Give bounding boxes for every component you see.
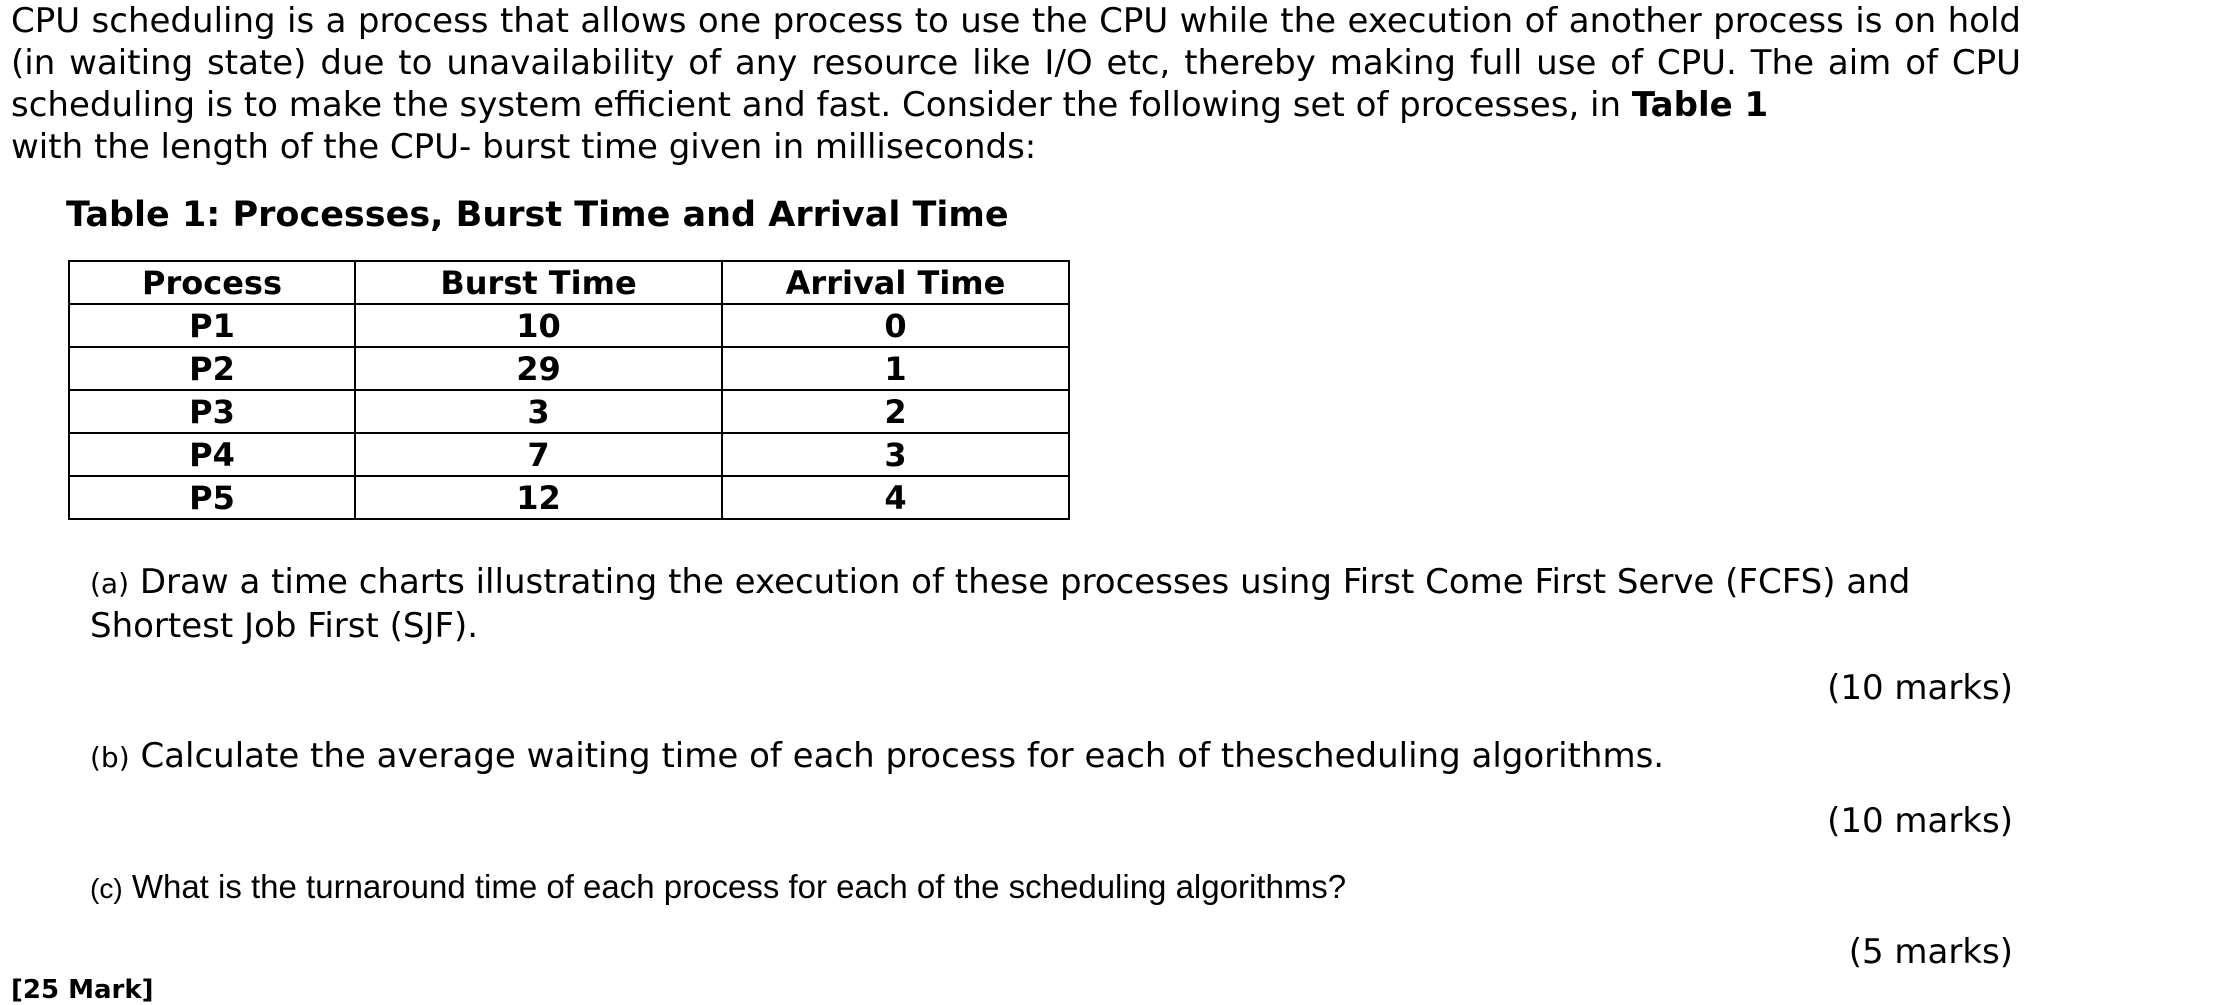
question-label: (a) [90,567,130,600]
question-label: (b) [90,741,130,774]
question-c [90,866,1346,910]
cell-process: P4 [69,433,355,476]
cell-process: P5 [69,476,355,519]
cell-burst-time: 7 [355,433,722,476]
table-caption: Table 1: Processes, Burst Time and Arrival Time [66,195,1009,235]
intro-paragraph [11,0,2021,168]
cell-arrival-time: 3 [722,433,1069,476]
header-burst-time: Burst Time [355,261,722,304]
table-row [69,347,1069,390]
table-reference: Table 1 [1631,85,1769,125]
question-text: Draw a time charts illustrating the execution of these processes using First Come First Serve (FCFS) and Shortest Job First (SJF). [90,562,1911,646]
cell-burst-time: 3 [355,390,722,433]
question-b [90,735,1664,779]
question-text: Calculate the average waiting time of each process for each of thescheduling algorithms. [140,736,1665,776]
cell-arrival-time: 4 [722,476,1069,519]
cell-burst-time: 29 [355,347,722,390]
intro-text: CPU scheduling is a process that allows one process to use the CPU while the execution of another process is on hold (in waiting state) due to unavailability of any resource like I/O etc, thereby making full use of CPU. The aim of CPU scheduling is to make the system efficient and fast. Consider the following set of processes, in [11,1,2021,125]
header-process: Process [69,261,355,304]
table-row [69,433,1069,476]
total-marks: [25 Mark] [11,975,154,1005]
marks-a: (10 marks) [1827,668,2013,708]
cell-arrival-time: 0 [722,304,1069,347]
cell-burst-time: 12 [355,476,722,519]
marks-b: (10 marks) [1827,801,2013,841]
cell-process: P2 [69,347,355,390]
cell-arrival-time: 1 [722,347,1069,390]
cell-process: P3 [69,390,355,433]
header-arrival-time: Arrival Time [722,261,1069,304]
cell-arrival-time: 2 [722,390,1069,433]
question-text: What is the turnaround time of each process for each of the scheduling algorithms? [131,868,1347,905]
table-row [69,390,1069,433]
cell-process: P1 [69,304,355,347]
table-header-row [69,261,1069,304]
question-a [90,561,2030,647]
intro-text-end: with the length of the CPU- burst time given in milliseconds: [11,127,1037,167]
table-row [69,304,1069,347]
marks-c: (5 marks) [1848,932,2013,972]
question-label: (c) [90,873,123,904]
table-row [69,476,1069,519]
cell-burst-time: 10 [355,304,722,347]
process-table [68,260,1070,520]
